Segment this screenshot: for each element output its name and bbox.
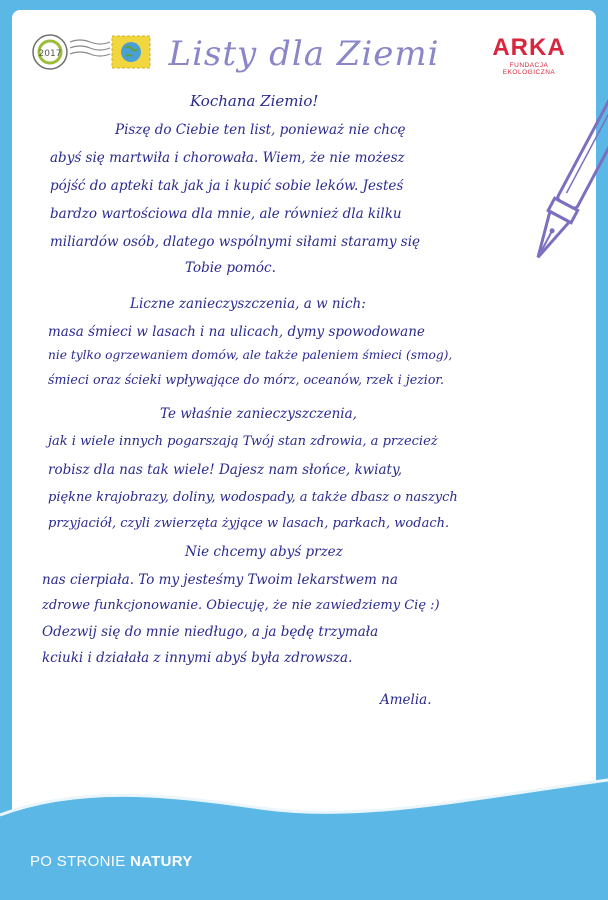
letter-line: piękne krajobrazy, doliny, wodospady, a także dbasz o naszych [48, 490, 458, 505]
letter-line: przyjaciół, czyli zwierzęta żyjące w lasach, parkach, wodach. [48, 516, 450, 531]
letter-line: Piszę do Ciebie ten list, ponieważ nie chcę [115, 122, 406, 138]
letter-line: abyś się martwiła i chorowała. Wiem, że nie możesz [50, 150, 405, 166]
letter-line: bardzo wartościowa dla mnie, ale również dla kilku [50, 206, 402, 222]
letter-line: Te właśnie zanieczyszczenia, [160, 406, 357, 422]
fountain-pen-icon [530, 95, 608, 295]
letter-line: kciuki i działała z innymi abyś była zdrowsza. [42, 650, 353, 666]
letter-greeting: Kochana Ziemio! [190, 92, 319, 110]
letter-line: pójść do apteki tak jak ja i kupić sobie leków. Jesteś [50, 178, 404, 194]
letter-line: miliardów osób, dlatego wspólnymi siłami staramy się [50, 234, 421, 250]
footer-emphasis: NATURY [129, 853, 193, 870]
wave-decoration [0, 760, 608, 900]
letter-line: śmieci oraz ścieki wpływające do mórz, oceanów, rzek i jezior. [48, 372, 445, 387]
footer-prefix: PO STRONIE [30, 853, 130, 870]
letter-line: jak i wiele innych pogarszają Twój stan zdrowia, a przecież [48, 434, 438, 449]
footer-slogan [30, 853, 193, 870]
letter-line: zdrowe funkcjonowanie. Obiecuję, że nie zawiedziemy Cię :) [42, 598, 440, 613]
letter-line: Odezwij się do mnie niedługo, a ja będę trzymała [42, 624, 379, 640]
page-title: Listy dla Ziemi [168, 34, 440, 74]
letter-line: Liczne zanieczyszczenia, a w nich: [130, 296, 366, 312]
brand-subtitle: FUNDACJA EKOLOGICZNA [502, 62, 556, 76]
letter-line: Nie chcemy abyś przez [185, 544, 343, 560]
brand-logo [484, 36, 574, 76]
brand-name: ARKA [492, 34, 566, 61]
letter-line: masa śmieci w lasach i na ulicach, dymy spowodowane [48, 324, 425, 340]
letter-line: nie tylko ogrzewaniem domów, ale także paleniem śmieci (smog), [48, 348, 453, 362]
letter-line: nas cierpiała. To my jesteśmy Twoim lekarstwem na [42, 572, 398, 588]
stamp-year: 2017 [38, 49, 62, 59]
letter-line: Tobie pomóc. [185, 260, 276, 276]
letter-signature: Amelia. [380, 692, 432, 708]
letter-line: robisz dla nas tak wiele! Dajesz nam słońce, kwiaty, [48, 462, 403, 478]
